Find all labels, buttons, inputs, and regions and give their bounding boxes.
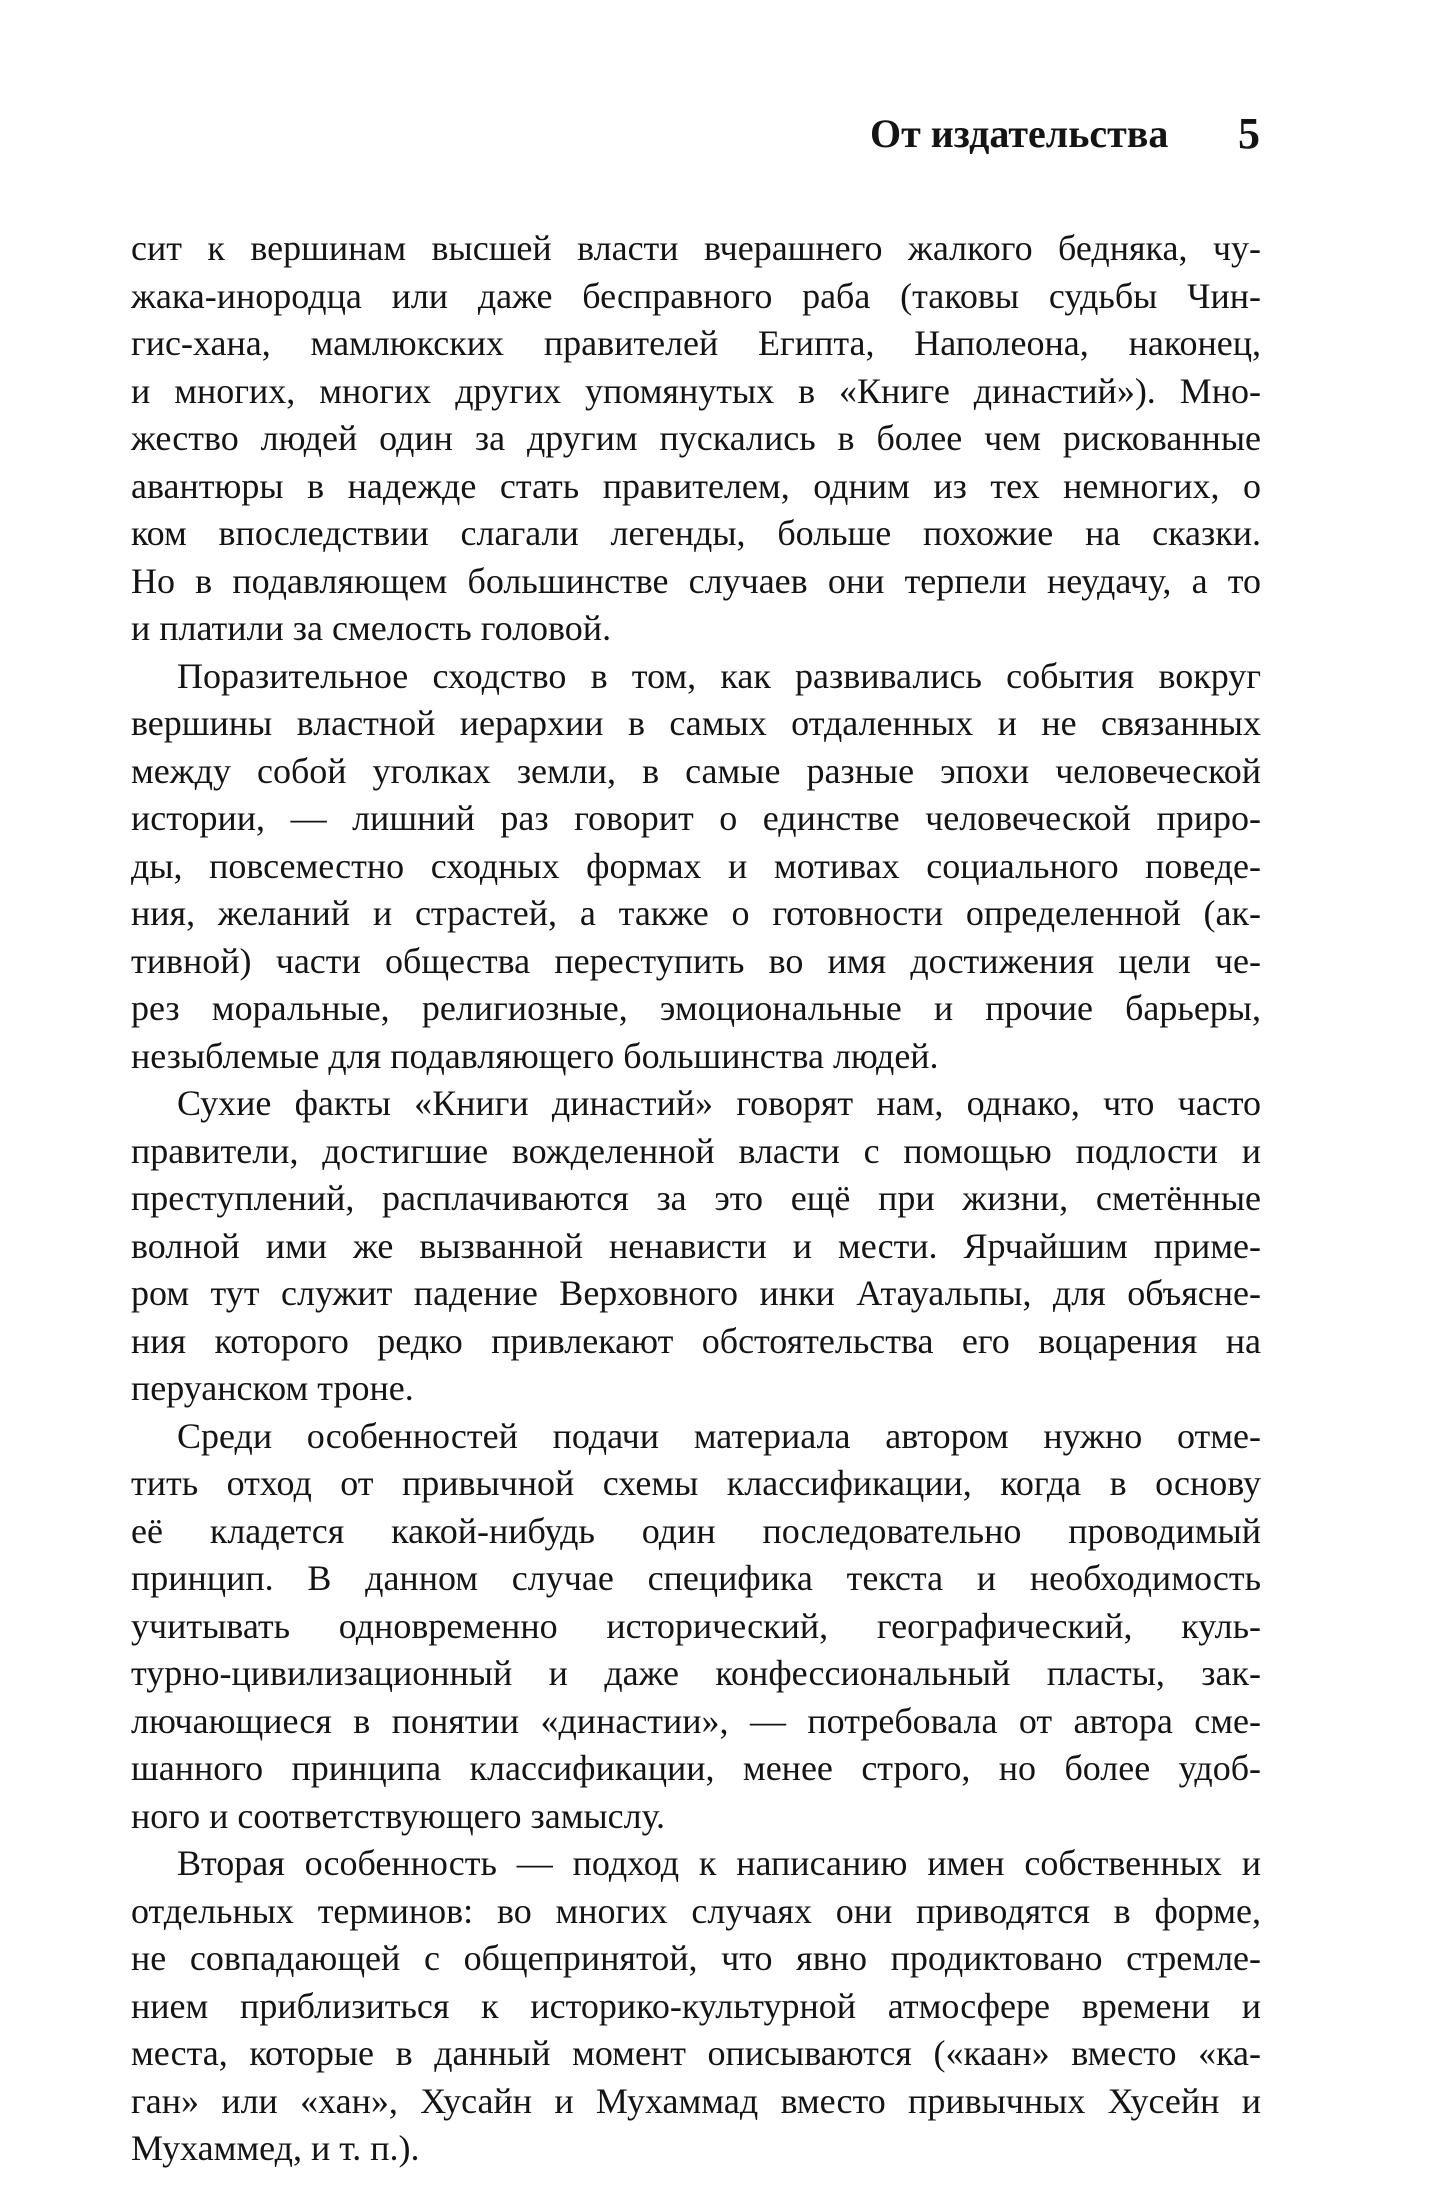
text-line: ром тут служит падение Верховного инки Атауальпы, для объясне- xyxy=(131,1273,1261,1313)
text-line: нием приблизиться к историко-культурной атмосфере времени и xyxy=(131,1985,1261,2026)
text-line: тивной) части общества переступить во имя достижения цели че- xyxy=(131,940,1261,981)
paragraph xyxy=(131,1840,1261,2173)
text-line: ного и соответствующего замыслу. xyxy=(131,1795,666,1836)
text-line: её кладется какой-нибудь один последовательно проводимый xyxy=(131,1510,1261,1551)
text-line: и многих, многих других упомянутых в «Книге династий»). Мно- xyxy=(131,370,1261,411)
text-line: Поразительное сходство в том, как развивались события вокруг xyxy=(177,655,1261,696)
text-line: лючающиеся в понятии «династии», — потребовала от автора сме- xyxy=(131,1700,1261,1741)
text-line: истории, — лишний раз говорит о единстве человеческой приро- xyxy=(131,798,1261,838)
text-line: принцип. В данном случае специфика текста и необходимость xyxy=(131,1558,1261,1598)
text-line: не совпадающей с общепринятой, что явно продиктовано стремле- xyxy=(131,1938,1261,1978)
text-line: преступлений, расплачиваются за это ещё при жизни, сметённые xyxy=(131,1178,1261,1218)
page-number: 5 xyxy=(1238,109,1260,158)
paragraph xyxy=(131,225,1261,653)
text-line: сит к вершинам высшей власти вчерашнего жалкого бедняка, чу- xyxy=(131,228,1261,268)
text-line: тить отход от привычной схемы классификации, когда в основу xyxy=(131,1463,1261,1503)
text-line: Но в подавляющем большинстве случаев они терпели неудачу, а то xyxy=(131,560,1261,601)
text-line: перуанском троне. xyxy=(131,1368,414,1408)
text-line: Сухие факты «Книги династий» говорят нам, однако, что часто xyxy=(177,1083,1261,1123)
text-line: Мухаммед, и т. п.). xyxy=(131,2128,420,2168)
text-line: турно-цивилизационный и даже конфессиональный пласты, зак- xyxy=(131,1653,1261,1693)
text-line: между собой уголках земли, в самые разные эпохи человеческой xyxy=(131,750,1261,791)
text-line: незыблемые для подавляющего большинства людей. xyxy=(131,1035,939,1076)
text-line: рез моральные, религиозные, эмоциональные и прочие барьеры, xyxy=(131,988,1261,1028)
paragraph xyxy=(131,1080,1261,1413)
text-line: жака-инородца или даже бесправного раба (таковы судьбы Чин- xyxy=(131,275,1261,316)
running-header xyxy=(870,104,1260,164)
text-line: Среди особенностей подачи материала автором нужно отме- xyxy=(177,1415,1261,1456)
text-line: жество людей один за другим пускались в более чем рискованные xyxy=(131,418,1261,458)
text-line: правители, достигшие вожделенной власти с помощью подлости и xyxy=(131,1130,1261,1171)
text-line: авантюры в надежде стать правителем, одним из тех немногих, о xyxy=(131,465,1261,506)
text-line: ния, желаний и страстей, а также о готовности определенной (ак- xyxy=(131,893,1261,933)
text-line: и платили за смелость головой. xyxy=(131,608,612,648)
text-line: ния которого редко привлекают обстоятельства его воцарения на xyxy=(131,1320,1261,1361)
running-title: От издательства xyxy=(870,111,1169,156)
text-line: гис-хана, мамлюкских правителей Египта, Наполеона, наконец, xyxy=(131,323,1261,363)
text-line: вершины властной иерархии в самых отдаленных и не связанных xyxy=(131,703,1261,743)
text-line: ган» или «хан», Хусайн и Мухаммад вместо привычных Хусейн и xyxy=(131,2080,1261,2121)
paragraph xyxy=(131,1413,1261,1841)
text-line: шанного принципа классификации, менее строго, но более удоб- xyxy=(131,1748,1261,1788)
text-line: Вторая особенность — подход к написанию имен собственных и xyxy=(177,1843,1261,1883)
body-text xyxy=(131,225,1261,2173)
text-line: отдельных терминов: во многих случаях они приводятся в форме, xyxy=(131,1890,1261,1931)
paragraph xyxy=(131,653,1261,1081)
text-line: учитывать одновременно исторический, географический, куль- xyxy=(131,1605,1261,1646)
text-line: места, которые в данный момент описываются («каан» вместо «ка- xyxy=(131,2033,1261,2073)
text-line: ком впоследствии слагали легенды, больше похожие на сказки. xyxy=(131,513,1261,553)
text-line: ды, повсеместно сходных формах и мотивах социального поведе- xyxy=(131,845,1261,886)
text-line: волной ими же вызванной ненависти и мести. Ярчайшим приме- xyxy=(131,1225,1261,1266)
